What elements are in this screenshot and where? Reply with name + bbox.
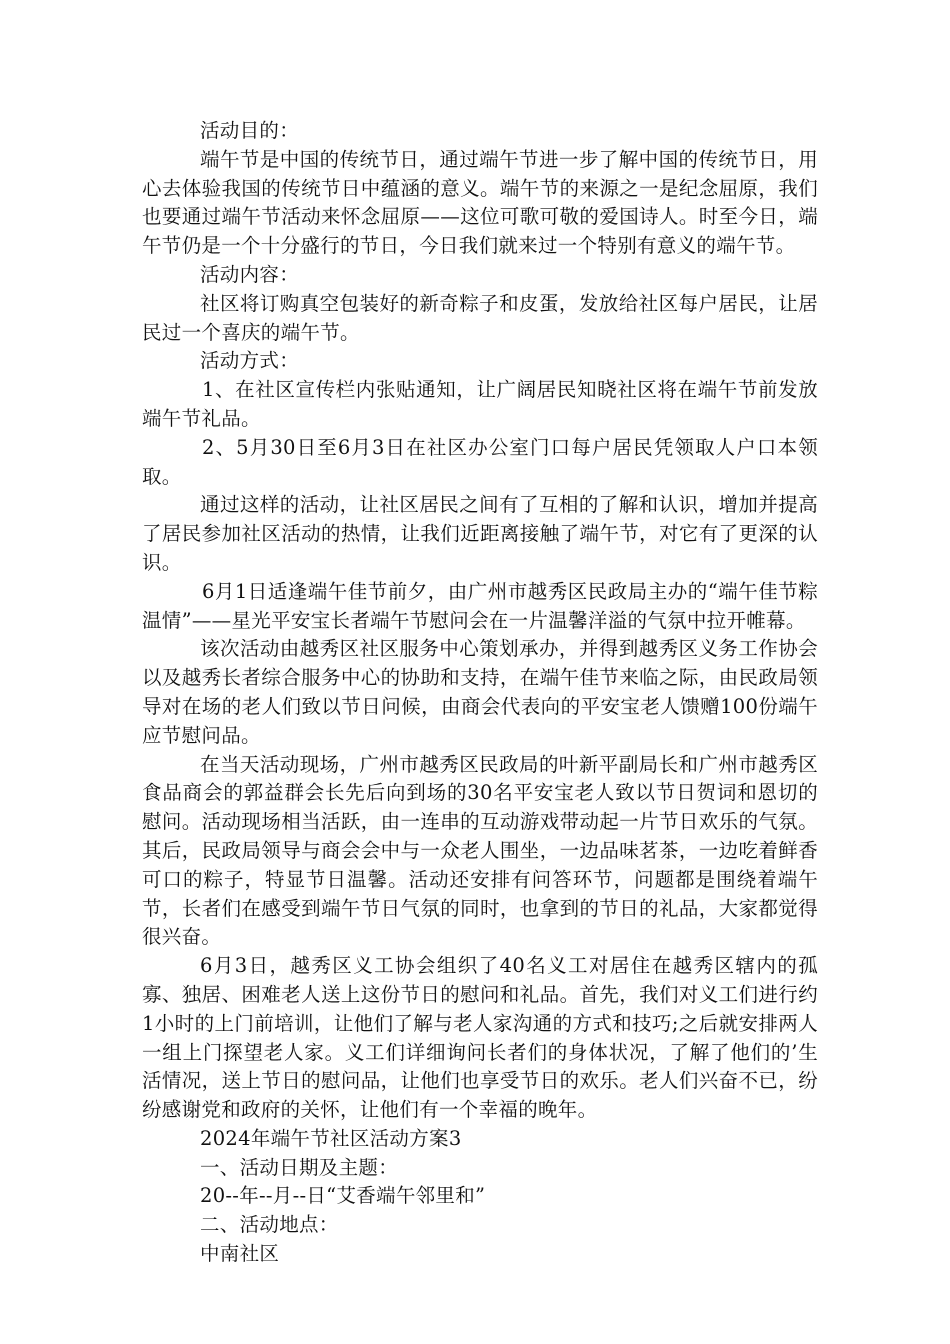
paragraph-event-day: 在当天活动现场，广州市越秀区民政局的叶新平副局长和广州市越秀区食品商会的郭益群会长先后向到场的30名平安宝老人致以节日贺词和恩切的慰问。活动现场相当活跃，由一连串的互动游戏带动起一片节日欢乐的气氛。其后，民政局领导与商会会中与一众老人围坐，一边品味茗茶，一边吃着鲜香可口的粽子，特显节日温馨。活动还安排有问答环节，问题都是围绕着端午节，长者们在感受到端午节日气氛的同时，也拿到的节日的礼品，大家都觉得很兴奋。 [142, 752, 818, 949]
method-item-1: 1、在社区宣传栏内张贴通知，让广阔居民知晓社区将在端午节前发放端午节礼品。 [142, 378, 818, 430]
paragraph-summary: 通过这样的活动，让社区居民之间有了互相的了解和认识，增加并提高了居民参加社区活动的热情，让我们近距离接触了端午节，对它有了更深的认识。 [142, 493, 818, 574]
date-theme-value: 20--年--月--日“艾香端午邻里和” [200, 1184, 486, 1208]
heading-location: 二、活动地点： [200, 1213, 339, 1237]
heading-activity-purpose: 活动目的： [200, 119, 300, 142]
paragraph-organizer: 该次活动由越秀区社区服务中心策划承办，并得到越秀区义务工作协会以及越秀长者综合服务中心的协助和支持，在端午佳节来临之际，由民政局领导对在场的老人们致以节日问候，由商会代表向的平安宝老人馈赠100份端午应节慰问品。 [142, 637, 818, 747]
heading-date-theme: 一、活动日期及主题： [200, 1155, 399, 1179]
paragraph-purpose: 端午节是中国的传统节日，通过端午节进一步了解中国的传统节日，用心去体验我国的传统节日中蕴涵的意义。端午节的来源之一是纪念屈原，我们也要通过端午节活动来怀念屈原——这位可歌可敬的爱国诗人。时至今日，端午节仍是一个十分盛行的节日，今日我们就来过一个特别有意义的端午节。 [142, 147, 818, 258]
paragraph-content: 社区将订购真空包装好的新奇粽子和皮蛋，发放给社区每户居民，让居民过一个喜庆的端午节。 [142, 291, 818, 344]
heading-activity-method: 活动方式： [200, 349, 300, 373]
document-body [142, 117, 818, 1269]
location-value: 中南社区 [200, 1242, 280, 1266]
heading-activity-content: 活动内容： [200, 262, 300, 286]
paragraph-june-1: 6月1日适逢端午佳节前夕，由广州市越秀区民政局主办的“端午佳节粽温情”——星光平安宝长者端午节慰问会在一片温馨洋溢的气氛中拉开帷幕。 [142, 579, 818, 632]
method-item-2: 2、5月30日至6月3日在社区办公室门口每户居民凭领取人户口本领取。 [142, 435, 818, 488]
section-title-plan-3: 2024年端午节社区活动方案3 [200, 1126, 462, 1150]
paragraph-june-3: 6月3日，越秀区义工协会组织了40名义工对居住在越秀区辖内的孤寡、独居、困难老人送上这份节日的慰问和礼品。首先，我们对义工们进行约1小时的上门前培训，让他们了解与老人家沟通的方式和技巧;之后就安排两人一组上门探望老人家。义工们详细询问长者们的身体状况，了解了他们的’生活情况，送上节日的慰问品，让他们也享受节日的欢乐。老人们兴奋不已，纷纷感谢党和政府的关怀，让他们有一个幸福的晚年。 [142, 954, 818, 1122]
